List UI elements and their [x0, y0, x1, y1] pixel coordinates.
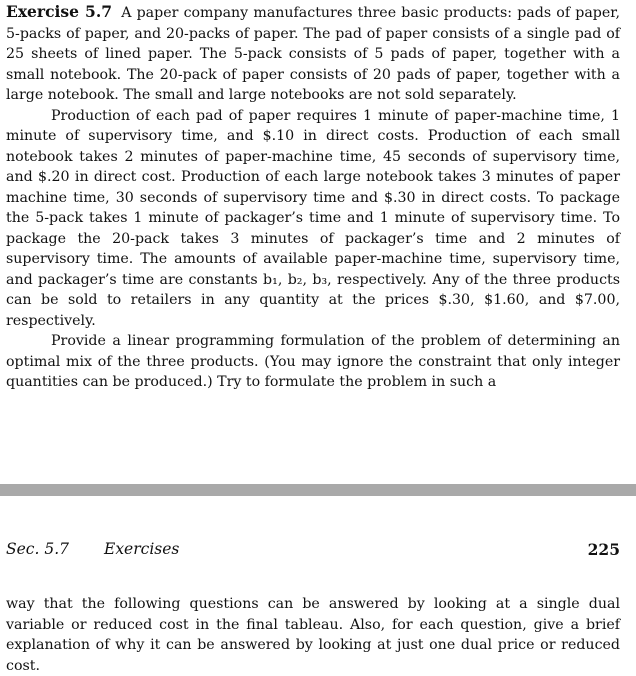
page-bottom-section — [0, 496, 636, 674]
exercise-paragraph-1-text: A paper company manufactures three basic products: pads of paper, 5-packs of paper, and 20-packs of paper. The pad of paper consists of a single pad of 25 sheets of lined paper. The 5-pack consists of 5 pads of paper, together with a small notebook. The 20-pack of paper consists of 20 pads of paper, together with a large notebook. The small and large notebooks are not sold separately. — [6, 5, 620, 103]
exercise-paragraph-1 — [6, 2, 620, 106]
section-title: Exercises — [104, 540, 180, 558]
continued-paragraph: way that the following questions can be answered by looking at a single dual variable or reduced cost in the final tableau. Also, for each question, give a brief explanation of why it can be answered by looking at just one dual price or reduced cost. — [6, 596, 620, 674]
page-divider — [0, 484, 636, 496]
page-number: 225 — [587, 540, 620, 559]
exercise-text — [6, 2, 620, 393]
exercise-paragraph-3: Provide a linear programming formulation of the problem of determining an optimal mix of the three products. (You may ignore the constraint that only integer quantities can be produced.) Try to formulate the problem in such a — [6, 333, 620, 390]
section-number: Sec. 5.7 — [6, 540, 69, 558]
exercise-paragraph-2: Production of each pad of paper requires 1 minute of paper-machine time, 1 minute of supervisory time, and $.10 in direct costs. Production of each small notebook takes 2 minutes of paper-machine time, 45 seconds of supervisory time, and $.20 in direct cost. Production of each large notebook takes 3 minutes of paper machine time, 30 seconds of supervisory time and $.30 in direct costs. To package the 5-pack takes 1 minute of packager’s time and 1 minute of supervisory time. To package the 20-pack takes 3 minutes of packager’s time and 2 minutes of supervisory time. The amounts of available paper-machine time, supervisory time, and packager’s time are constants b₁, b₂, b₃, respectively. Any of the three products can be sold to retailers in any quantity at the prices $.30, $1.60, and $7.00, respectively. — [6, 107, 620, 329]
continued-text — [6, 594, 620, 676]
exercise-heading: Exercise 5.7 — [6, 2, 113, 21]
running-head — [6, 540, 620, 562]
